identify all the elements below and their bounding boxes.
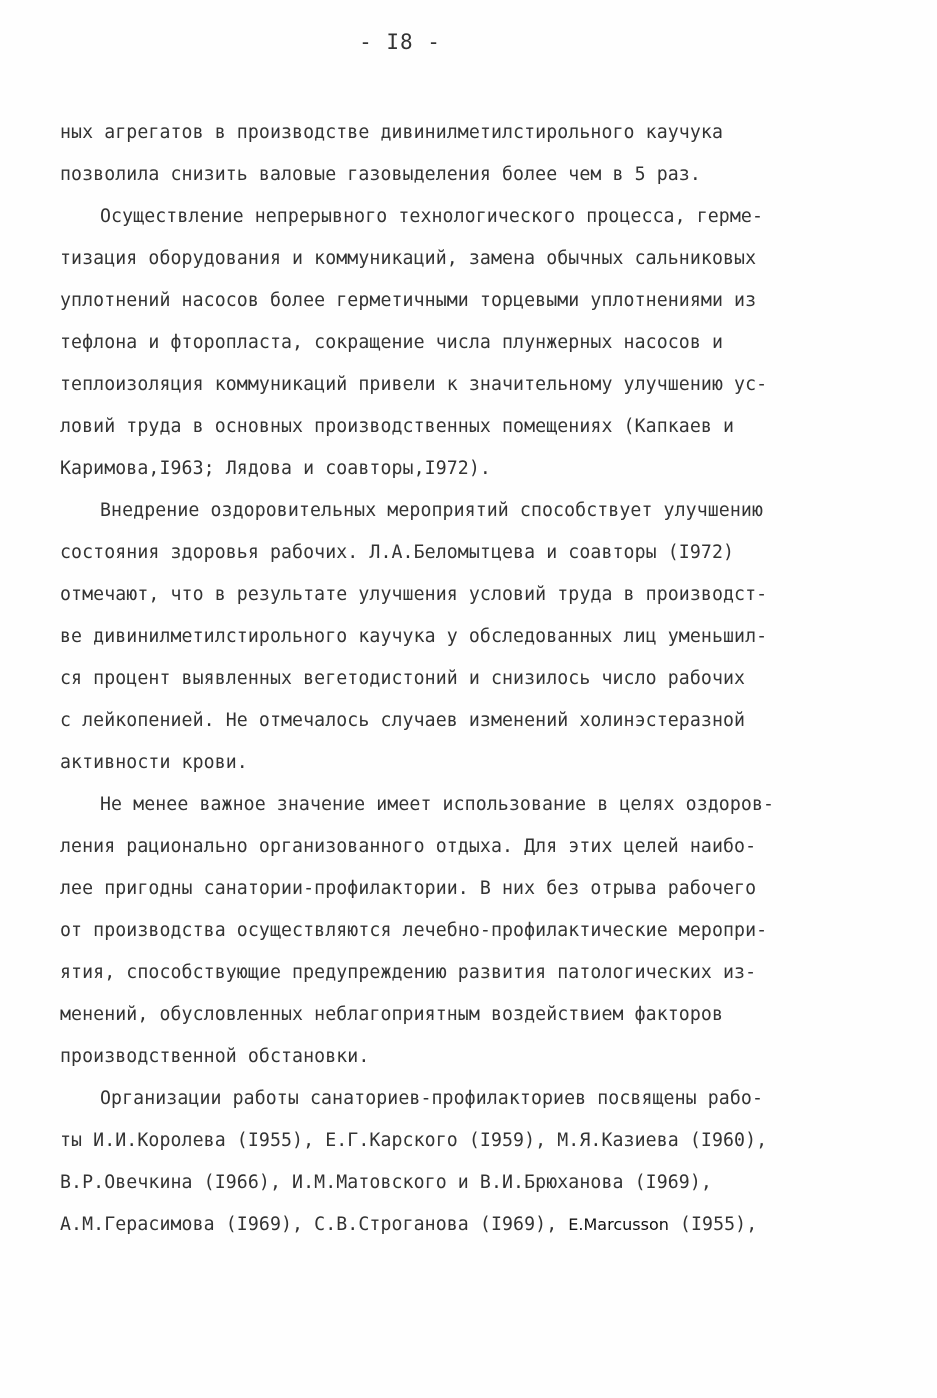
body-text xyxy=(60,112,890,1246)
text-line: Осуществление непрерывного технологического процесса, герме- xyxy=(100,206,763,227)
text-line: ты И.И.Королева (I955), Е.Г.Карского (I959), М.Я.Казиева (I960), xyxy=(60,1130,768,1151)
text-line: с лейкопенией. Не отмечалось случаев изменений холинэстеразной xyxy=(60,710,746,731)
typed-text: А.М.Герасимова (I969), С.В.Строганова (I969), xyxy=(60,1214,569,1235)
handwritten-name: E.Marcusson xyxy=(568,1215,669,1234)
text-line: теплоизоляция коммуникаций привели к значительному улучшению ус- xyxy=(60,374,768,395)
text-line: уплотнений насосов более герметичными торцевыми уплотнениями из xyxy=(60,290,757,311)
text-line: от производства осуществляются лечебно-профилактические меропри- xyxy=(60,920,768,941)
page-number: - I8 - xyxy=(359,30,441,54)
text-line: Не менее важное значение имеет использование в целях оздоров- xyxy=(100,794,775,815)
text-line: ятия, способствующие предупреждению развития патологических из- xyxy=(60,962,757,983)
text-line: ловий труда в основных производственных помещениях (Капкаев и xyxy=(60,416,735,437)
text-line: ве дивинилметилстирольного каучука у обследованных лиц уменьшил- xyxy=(60,626,768,647)
text-line: ных агрегатов в производстве дивинилметилстирольного каучука xyxy=(60,122,723,143)
text-line: активности крови. xyxy=(60,752,248,773)
text-line: Каримова,I963; Лядова и соавторы,I972). xyxy=(60,458,491,479)
text-line: состояния здоровья рабочих. Л.А.Беломытцева и соавторы (I972) xyxy=(60,542,735,563)
text-line: лее пригодны санатории-профилактории. В них без отрыва рабочего xyxy=(60,878,757,899)
text-line: тизация оборудования и коммуникаций, замена обычных сальниковых xyxy=(60,248,757,269)
text-line: ления рационально организованного отдыха. Для этих целей наибо- xyxy=(60,836,757,857)
typed-text: (I955), xyxy=(668,1214,758,1235)
text-line: Внедрение оздоровительных мероприятий способствует улучшению xyxy=(100,500,763,521)
text-line: отмечают, что в результате улучшения условий труда в производст- xyxy=(60,584,768,605)
text-line: Организации работы санаториев-профилакториев посвящены рабо- xyxy=(100,1088,763,1109)
text-line: тефлона и фторопласта, сокращение числа плунжерных насосов и xyxy=(60,332,723,353)
text-line: позволила снизить валовые газовыделения более чем в 5 раз. xyxy=(60,164,701,185)
text-line: ся процент выявленных вегетодистоний и снизилось число рабочих xyxy=(60,668,746,689)
text-line-last xyxy=(60,1204,890,1246)
text-line: менений, обусловленных неблагоприятным воздействием факторов xyxy=(60,1004,723,1025)
text-line: В.Р.Овечкина (I966), И.М.Матовского и В.И.Брюханова (I969), xyxy=(60,1172,712,1193)
text-line: производственной обстановки. xyxy=(60,1046,370,1067)
